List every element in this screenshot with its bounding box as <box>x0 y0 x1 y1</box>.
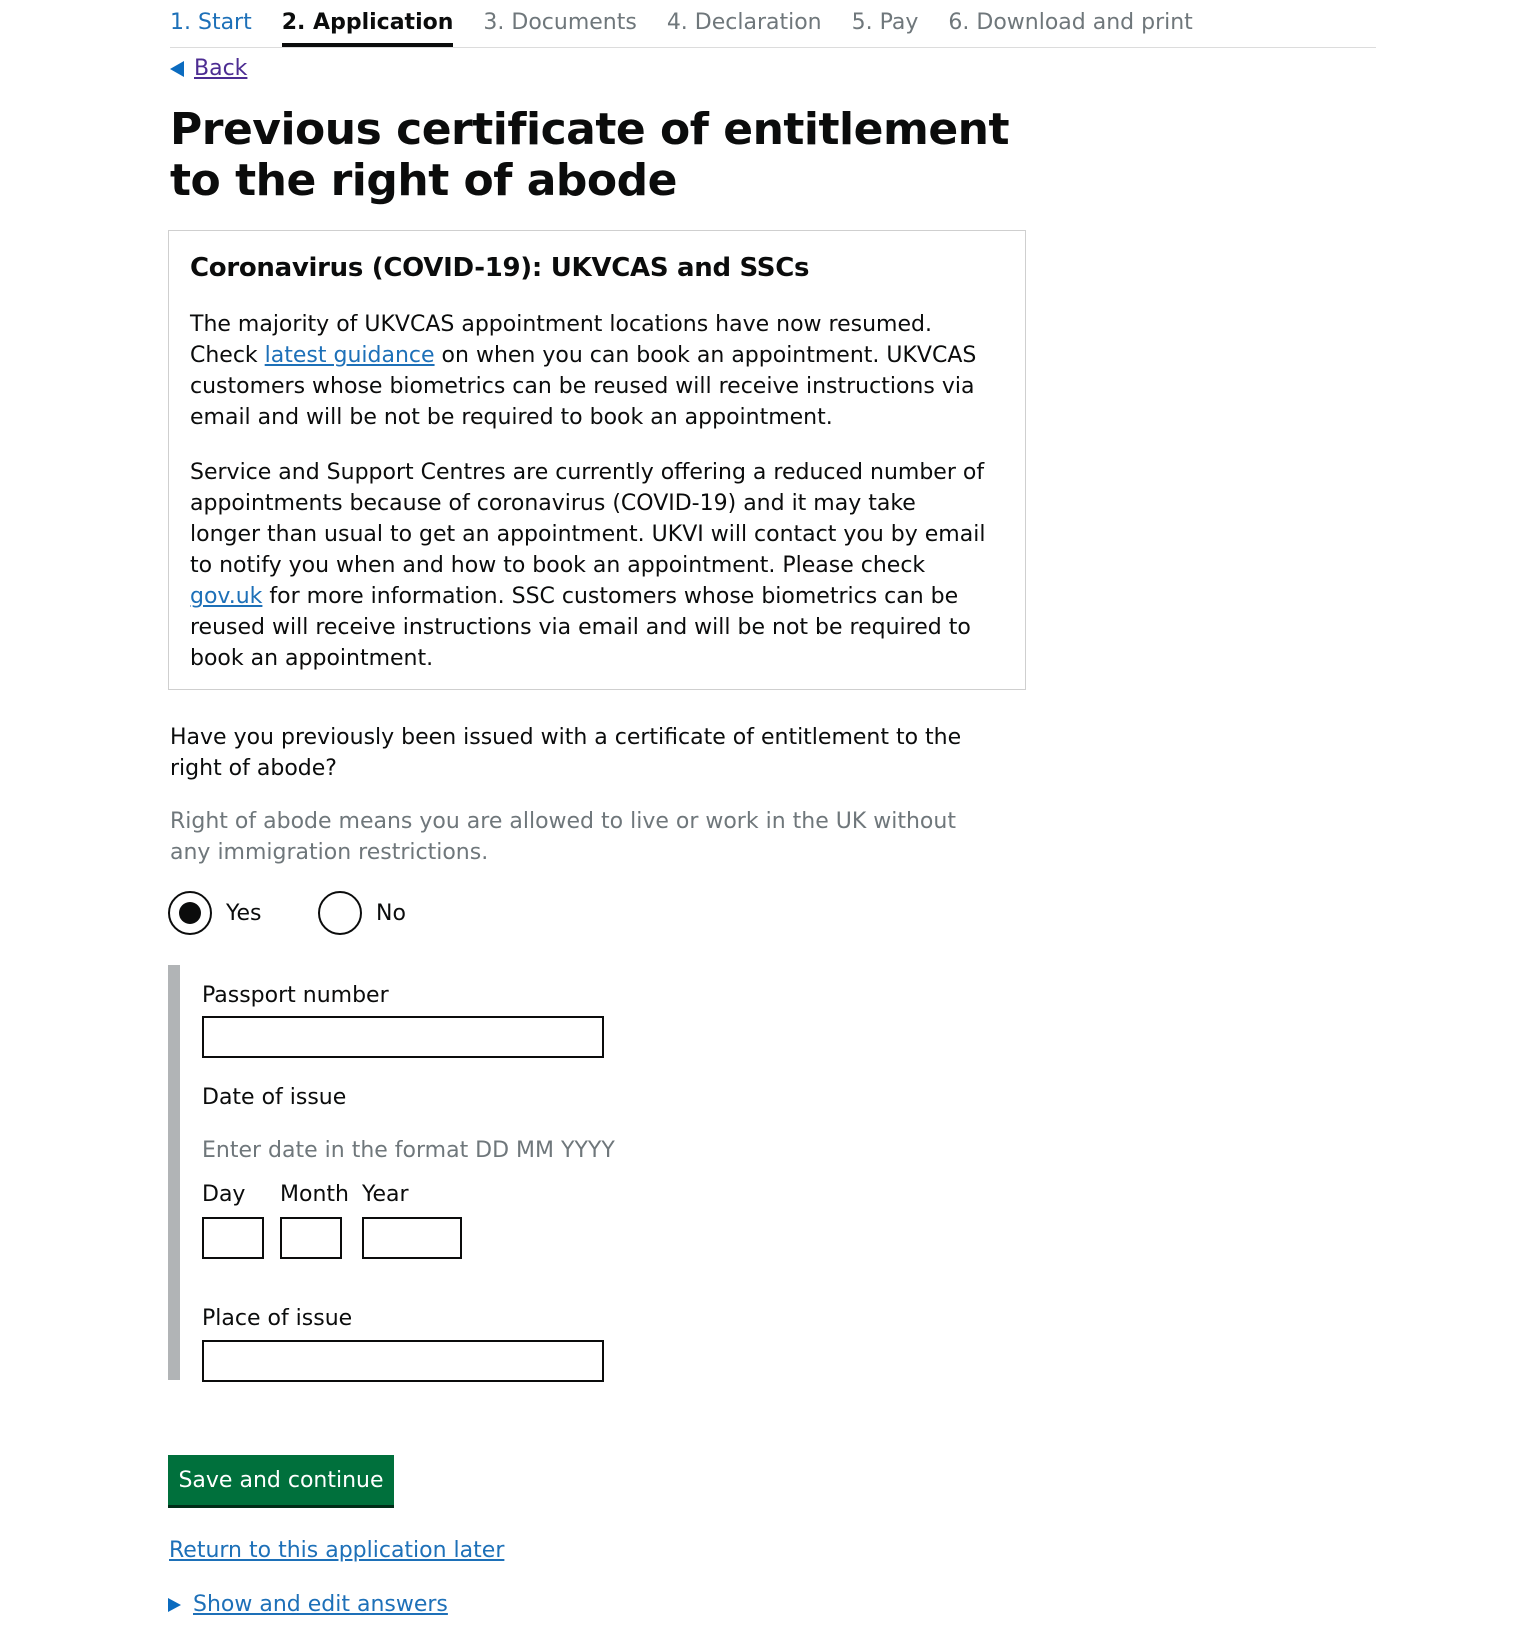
notice-heading: Coronavirus (COVID-19): UKVCAS and SSCs <box>190 253 810 283</box>
radio-selected-dot <box>179 902 201 924</box>
step-declaration: 4. Declaration <box>666 10 822 35</box>
month-label: Month <box>280 1182 349 1207</box>
show-answers-toggle[interactable] <box>168 1592 448 1617</box>
gov-uk-link[interactable]: gov.uk <box>190 584 263 609</box>
radio-no-label[interactable]: No <box>376 900 406 926</box>
place-of-issue-input[interactable] <box>202 1340 604 1382</box>
step-nav-divider <box>170 47 1376 48</box>
radio-no[interactable] <box>318 891 406 935</box>
notice-p2-text-start: Service and Support Centres are currently offering a reduced number of appointments because of coronavirus (COVID-19) and it may take longer than usual to get an appointment. UKVI will contact you by email to notify you when and how to book an appointment. Please check <box>190 460 986 578</box>
question-text: Have you previously been issued with a certificate of entitlement to the right of abode? <box>170 725 962 781</box>
month-input[interactable] <box>280 1217 342 1259</box>
date-format-hint: Enter date in the format DD MM YYYY <box>202 1138 615 1163</box>
notice-p1-text-start: The majority of UKVCAS appointment locations have now resumed. Check <box>190 312 932 368</box>
passport-number-label: Passport number <box>202 983 389 1008</box>
date-of-issue-label: Date of issue <box>202 1085 347 1110</box>
back-link-label[interactable]: Back <box>194 56 248 81</box>
return-later-link[interactable]: Return to this application later <box>169 1538 505 1563</box>
step-application: 2. Application <box>282 0 454 48</box>
conditional-reveal-bar <box>168 965 180 1380</box>
step-start[interactable]: 1. Start <box>170 10 252 35</box>
day-label: Day <box>202 1182 246 1207</box>
step-navigation <box>170 0 1223 48</box>
notice-paragraph-1 <box>190 309 990 433</box>
passport-number-input[interactable] <box>202 1016 604 1058</box>
expand-triangle-icon <box>168 1598 181 1612</box>
notice-p2-text-end: for more information. SSC customers whose biometrics can be reused will receive instructions via email and will be not be required to book an appointment. <box>190 584 971 671</box>
day-input[interactable] <box>202 1217 264 1259</box>
page-title: Previous certificate of entitlement to the right of abode <box>170 104 1010 206</box>
question-hint: Right of abode means you are allowed to live or work in the UK without any immigration restrictions. <box>170 809 956 865</box>
latest-guidance-link[interactable]: latest guidance <box>264 343 435 368</box>
place-of-issue-label: Place of issue <box>202 1306 353 1331</box>
back-arrow-icon <box>170 61 184 77</box>
step-documents: 3. Documents <box>483 10 637 35</box>
notice-p1-text-end: on when you can book an appointment. UKVCAS customers whose biometrics can be reused will receive instructions via email and will be not be required to book an appointment. <box>190 343 977 430</box>
save-and-continue-button[interactable]: Save and continue <box>168 1455 394 1505</box>
step-pay: 5. Pay <box>851 10 919 35</box>
show-answers-label[interactable]: Show and edit answers <box>193 1592 448 1617</box>
step-download-and-print: 6. Download and print <box>948 10 1193 35</box>
year-input[interactable] <box>362 1217 462 1259</box>
year-label: Year <box>362 1182 409 1207</box>
notice-paragraph-2 <box>190 457 990 674</box>
back-link[interactable] <box>170 56 247 81</box>
covid-notice-panel <box>168 230 1026 690</box>
radio-yes[interactable] <box>168 891 262 935</box>
radio-yes-circle[interactable] <box>168 891 212 935</box>
radio-no-circle[interactable] <box>318 891 362 935</box>
radio-yes-label[interactable]: Yes <box>226 900 262 926</box>
